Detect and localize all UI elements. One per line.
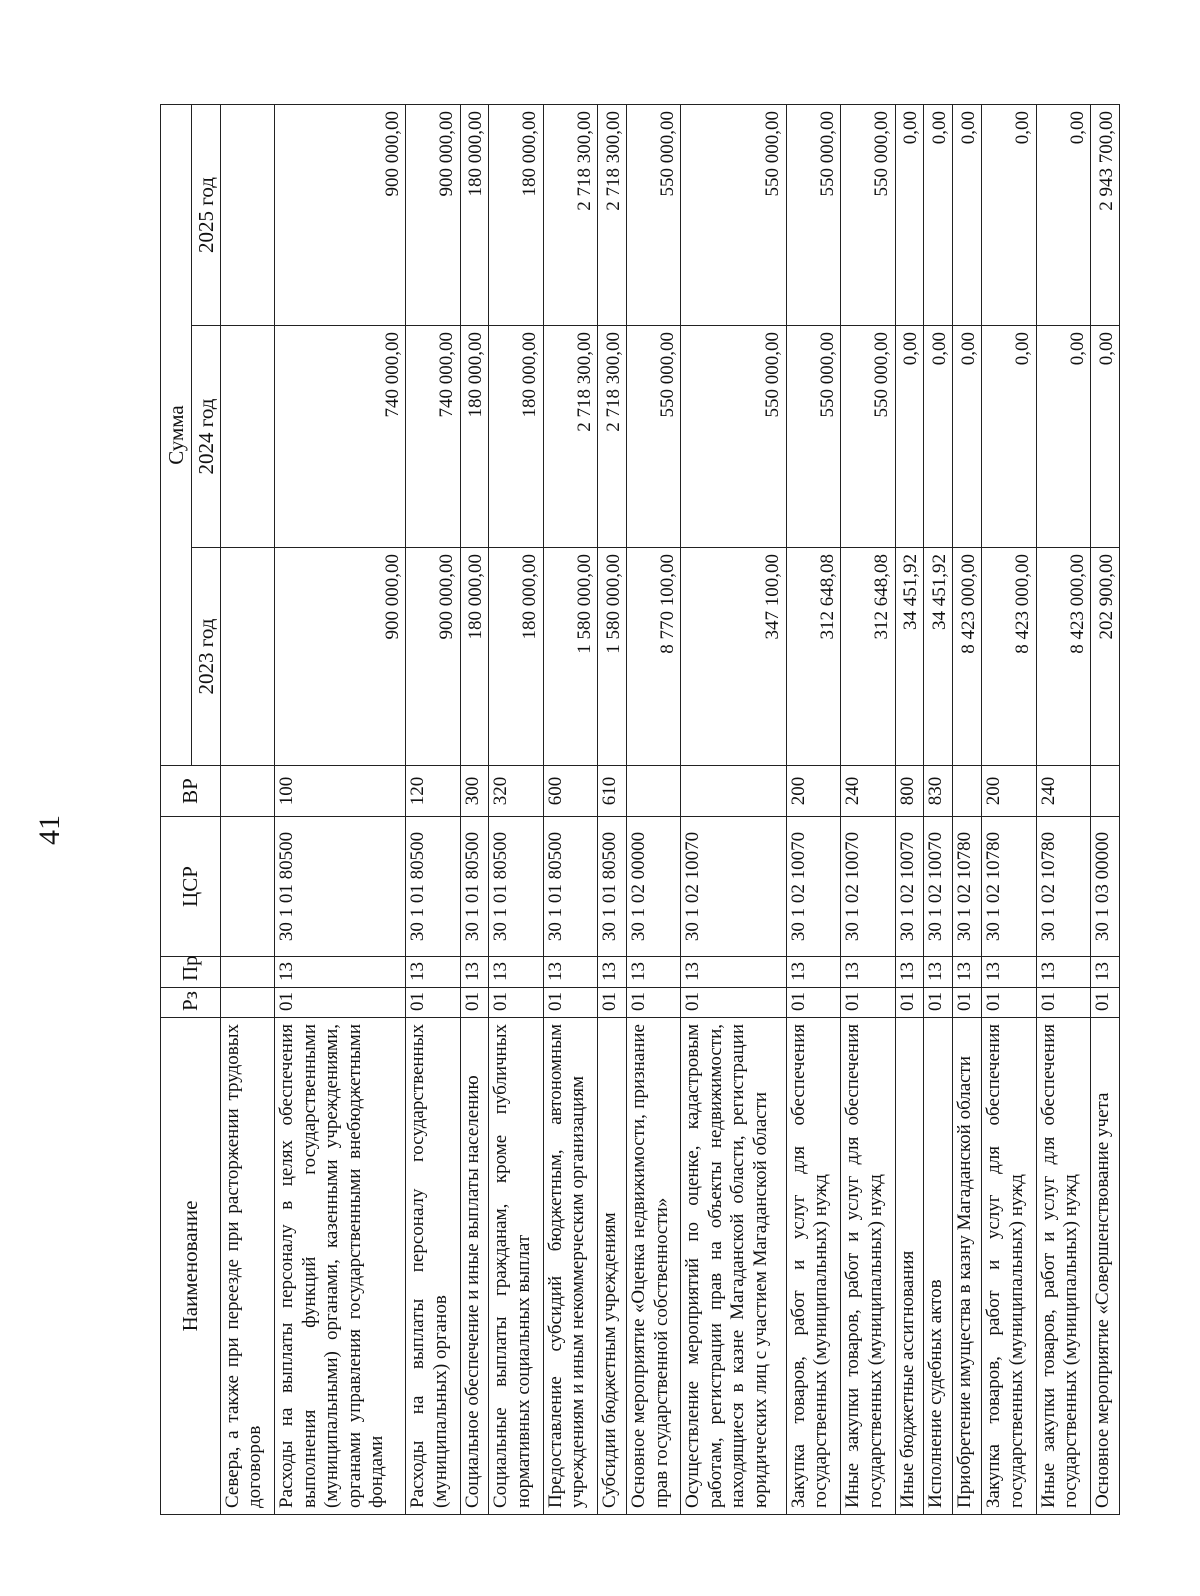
header-vr: ВР xyxy=(161,766,221,817)
table-row xyxy=(406,105,460,1515)
row-sum-2025: 550 000,00 xyxy=(841,105,895,326)
row-csr: 30 1 01 80500 xyxy=(460,817,489,957)
row-vr xyxy=(681,766,786,817)
table-row xyxy=(982,105,1036,1515)
row-sum-2024: 0,00 xyxy=(982,326,1036,548)
row-name: Исполнение судебных актов xyxy=(924,1018,953,1515)
row-csr: 30 1 01 80500 xyxy=(489,817,543,957)
row-csr: 30 1 01 80500 xyxy=(275,817,406,957)
row-sum-2024: 0,00 xyxy=(895,326,924,548)
header-name: Наименование xyxy=(161,1018,221,1515)
row-rz: 01 xyxy=(598,988,627,1018)
row-sum-2024: 0,00 xyxy=(953,326,982,548)
row-vr: 830 xyxy=(924,766,953,817)
row-pr: 13 xyxy=(406,957,460,988)
row-vr: 300 xyxy=(460,766,489,817)
row-sum-2024: 0,00 xyxy=(924,326,953,548)
row-sum-2024: 180 000,00 xyxy=(489,326,543,548)
row-rz: 01 xyxy=(982,988,1036,1018)
row-rz: 01 xyxy=(895,988,924,1018)
table-row xyxy=(1036,105,1090,1515)
row-sum-2024: 550 000,00 xyxy=(841,326,895,548)
table-body xyxy=(221,105,1120,1515)
row-rz: 01 xyxy=(953,988,982,1018)
row-name: Предоставление субсидий бюджетным, автономным учреждениям и иным некоммерческим организациям xyxy=(543,1018,597,1515)
row-sum-2025: 2 718 300,00 xyxy=(543,105,597,326)
row-csr: 30 1 01 80500 xyxy=(406,817,460,957)
row-pr: 13 xyxy=(786,957,840,988)
row-name: Социальное обеспечение и иные выплаты населению xyxy=(460,1018,489,1515)
row-sum-2025: 550 000,00 xyxy=(786,105,840,326)
row-rz: 01 xyxy=(489,988,543,1018)
row-rz: 01 xyxy=(841,988,895,1018)
row-rz xyxy=(221,988,275,1018)
row-sum-2023: 8 423 000,00 xyxy=(953,548,982,766)
row-sum-2024: 0,00 xyxy=(1036,326,1090,548)
row-sum-2025: 180 000,00 xyxy=(489,105,543,326)
row-sum-2023: 312 648,08 xyxy=(786,548,840,766)
row-name: Приобретение имущества в казну Магаданской области xyxy=(953,1018,982,1515)
row-rz: 01 xyxy=(460,988,489,1018)
row-csr: 30 1 02 10070 xyxy=(786,817,840,957)
row-vr xyxy=(627,766,681,817)
row-sum-2024: 550 000,00 xyxy=(786,326,840,548)
row-csr: 30 1 02 10070 xyxy=(924,817,953,957)
row-rz: 01 xyxy=(924,988,953,1018)
row-sum-2023: 312 648,08 xyxy=(841,548,895,766)
row-pr: 13 xyxy=(543,957,597,988)
row-sum-2024 xyxy=(221,326,275,548)
row-pr: 13 xyxy=(460,957,489,988)
row-sum-2023: 8 770 100,00 xyxy=(627,548,681,766)
row-sum-2025: 900 000,00 xyxy=(406,105,460,326)
header-2025: 2025 год xyxy=(192,105,221,326)
row-vr: 320 xyxy=(489,766,543,817)
table-row xyxy=(460,105,489,1515)
table-row xyxy=(221,105,275,1515)
row-sum-2024: 740 000,00 xyxy=(275,326,406,548)
row-csr: 30 1 02 10780 xyxy=(953,817,982,957)
row-name: Иные закупки товаров, работ и услуг для обеспечения государственных (муниципальных) нужд xyxy=(841,1018,895,1515)
row-sum-2025: 2 718 300,00 xyxy=(598,105,627,326)
row-sum-2025 xyxy=(221,105,275,326)
row-sum-2025: 0,00 xyxy=(982,105,1036,326)
table-row xyxy=(786,105,840,1515)
row-sum-2023: 180 000,00 xyxy=(489,548,543,766)
row-csr: 30 1 01 80500 xyxy=(543,817,597,957)
row-csr xyxy=(221,817,275,957)
row-rz: 01 xyxy=(1091,988,1120,1018)
row-name: Расходы на выплаты персоналу государственных (муниципальных) органов xyxy=(406,1018,460,1515)
row-sum-2023: 900 000,00 xyxy=(275,548,406,766)
table-row xyxy=(543,105,597,1515)
row-vr: 610 xyxy=(598,766,627,817)
row-sum-2024: 0,00 xyxy=(1091,326,1120,548)
row-csr: 30 1 02 10780 xyxy=(1036,817,1090,957)
row-pr: 13 xyxy=(924,957,953,988)
row-sum-2024: 180 000,00 xyxy=(460,326,489,548)
row-sum-2025: 550 000,00 xyxy=(681,105,786,326)
row-vr: 240 xyxy=(1036,766,1090,817)
header-csr: ЦСР xyxy=(161,817,221,957)
row-sum-2024: 550 000,00 xyxy=(627,326,681,548)
row-name: Иные закупки товаров, работ и услуг для обеспечения государственных (муниципальных) нужд xyxy=(1036,1018,1090,1515)
row-pr: 13 xyxy=(1091,957,1120,988)
row-sum-2023: 1 580 000,00 xyxy=(598,548,627,766)
row-rz: 01 xyxy=(1036,988,1090,1018)
row-sum-2024: 550 000,00 xyxy=(681,326,786,548)
row-vr: 800 xyxy=(895,766,924,817)
table-row xyxy=(489,105,543,1515)
row-csr: 30 1 02 10780 xyxy=(982,817,1036,957)
row-sum-2023: 8 423 000,00 xyxy=(1036,548,1090,766)
table-row xyxy=(1091,105,1120,1515)
row-sum-2023: 202 900,00 xyxy=(1091,548,1120,766)
row-sum-2023 xyxy=(221,548,275,766)
row-sum-2025: 0,00 xyxy=(924,105,953,326)
row-name: Закупка товаров, работ и услуг для обеспечения государственных (муниципальных) нужд xyxy=(982,1018,1036,1515)
row-pr: 13 xyxy=(681,957,786,988)
row-csr: 30 1 02 10070 xyxy=(841,817,895,957)
row-vr xyxy=(1091,766,1120,817)
row-rz: 01 xyxy=(275,988,406,1018)
row-vr xyxy=(953,766,982,817)
header-2023: 2023 год xyxy=(192,548,221,766)
table-row xyxy=(275,105,406,1515)
row-pr: 13 xyxy=(627,957,681,988)
budget-table xyxy=(160,104,1120,1515)
row-sum-2023: 34 451,92 xyxy=(895,548,924,766)
row-pr: 13 xyxy=(982,957,1036,988)
row-sum-2024: 740 000,00 xyxy=(406,326,460,548)
table-row xyxy=(598,105,627,1515)
row-sum-2025: 550 000,00 xyxy=(627,105,681,326)
row-pr: 13 xyxy=(1036,957,1090,988)
row-sum-2025: 0,00 xyxy=(895,105,924,326)
table-row xyxy=(953,105,982,1515)
row-csr: 30 1 02 00000 xyxy=(627,817,681,957)
row-sum-2025: 2 943 700,00 xyxy=(1091,105,1120,326)
row-name: Севера, а также при переезде при расторжении трудовых договоров xyxy=(221,1018,275,1515)
row-name: Расходы на выплаты персоналу в целях обеспечения выполнения функций государственными (муниципальными) органами, казенными учреждениями, органами управления государственными внебюджетными фондами xyxy=(275,1018,406,1515)
row-sum-2025: 180 000,00 xyxy=(460,105,489,326)
table-row xyxy=(841,105,895,1515)
row-name: Иные бюджетные ассигнования xyxy=(895,1018,924,1515)
table-row xyxy=(895,105,924,1515)
row-vr: 600 xyxy=(543,766,597,817)
row-name: Осуществление мероприятий по оценке, кадастровым работам, регистрации прав на объекты недвижимости, находящиеся в казне Магаданской области, регистрации юридических лиц с участием Магаданской области xyxy=(681,1018,786,1515)
row-pr: 13 xyxy=(598,957,627,988)
row-name: Основное мероприятие «Совершенствование учета xyxy=(1091,1018,1120,1515)
header-sum: Сумма xyxy=(161,105,192,766)
row-vr: 200 xyxy=(786,766,840,817)
row-sum-2025: 0,00 xyxy=(1036,105,1090,326)
row-sum-2023: 347 100,00 xyxy=(681,548,786,766)
row-csr: 30 1 02 10070 xyxy=(681,817,786,957)
row-sum-2024: 2 718 300,00 xyxy=(543,326,597,548)
row-sum-2023: 8 423 000,00 xyxy=(982,548,1036,766)
row-pr: 13 xyxy=(489,957,543,988)
row-csr: 30 1 03 00000 xyxy=(1091,817,1120,957)
table-row xyxy=(681,105,786,1515)
row-sum-2023: 34 451,92 xyxy=(924,548,953,766)
row-vr: 240 xyxy=(841,766,895,817)
row-pr: 13 xyxy=(841,957,895,988)
row-vr: 100 xyxy=(275,766,406,817)
row-vr: 120 xyxy=(406,766,460,817)
row-rz: 01 xyxy=(406,988,460,1018)
row-name: Основное мероприятие «Оценка недвижимости, признание прав государственной собственности» xyxy=(627,1018,681,1515)
row-pr: 13 xyxy=(953,957,982,988)
row-csr: 30 1 01 80500 xyxy=(598,817,627,957)
row-vr: 200 xyxy=(982,766,1036,817)
row-sum-2023: 180 000,00 xyxy=(460,548,489,766)
row-sum-2023: 1 580 000,00 xyxy=(543,548,597,766)
row-sum-2025: 0,00 xyxy=(953,105,982,326)
row-rz: 01 xyxy=(627,988,681,1018)
row-vr xyxy=(221,766,275,817)
row-rz: 01 xyxy=(543,988,597,1018)
row-pr: 13 xyxy=(895,957,924,988)
row-pr xyxy=(221,957,275,988)
header-pr: Пр xyxy=(161,957,221,988)
header-2024: 2024 год xyxy=(192,326,221,548)
row-name: Социальные выплаты гражданам, кроме публичных нормативных социальных выплат xyxy=(489,1018,543,1515)
row-rz: 01 xyxy=(681,988,786,1018)
row-sum-2025: 900 000,00 xyxy=(275,105,406,326)
row-sum-2024: 2 718 300,00 xyxy=(598,326,627,548)
header-rz: Рз xyxy=(161,988,221,1018)
row-pr: 13 xyxy=(275,957,406,988)
row-name: Закупка товаров, работ и услуг для обеспечения государственных (муниципальных) нужд xyxy=(786,1018,840,1515)
row-csr: 30 1 02 10070 xyxy=(895,817,924,957)
page-number: 41 xyxy=(33,815,66,845)
row-sum-2023: 900 000,00 xyxy=(406,548,460,766)
table-row xyxy=(924,105,953,1515)
row-rz: 01 xyxy=(786,988,840,1018)
row-name: Субсидии бюджетным учреждениям xyxy=(598,1018,627,1515)
rotated-table-container xyxy=(160,105,1120,1515)
table-row xyxy=(627,105,681,1515)
